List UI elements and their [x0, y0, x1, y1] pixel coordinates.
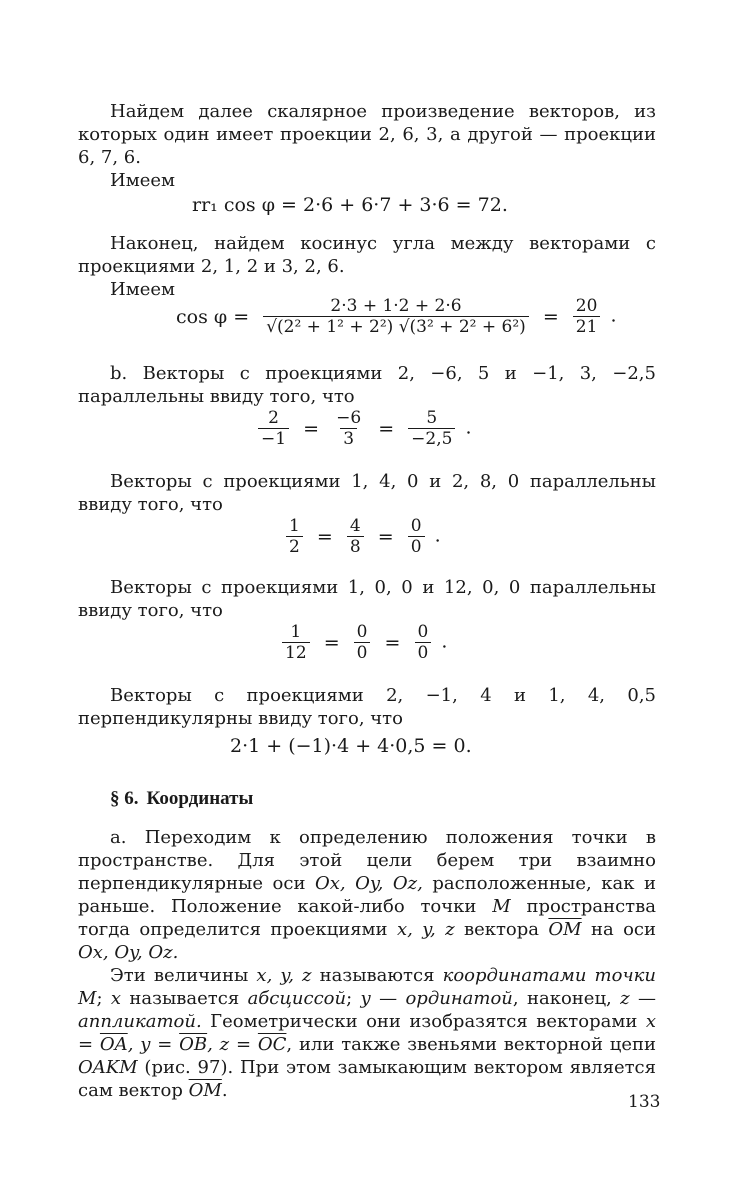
math-y: y — [360, 988, 371, 1009]
math-xyz: x, y, z — [256, 965, 312, 986]
equals-sign: = — [303, 417, 320, 440]
paragraph-scalar-product — [78, 100, 656, 192]
cos-fraction — [263, 296, 529, 337]
text: a. Переходим к определению положения точки в пространстве. Для этой цели берем три взаимно перпендикулярные оси — [78, 827, 656, 894]
math-x: x = — [78, 1011, 656, 1055]
paragraph-perpendicular — [78, 684, 656, 730]
text: , наконец, — [512, 988, 621, 1009]
cos-numerator: 2·3 + 1·2 + 2·6 — [330, 296, 462, 316]
math-xyz: x, y, z — [396, 919, 455, 940]
paragraph-text: b. Векторы с проекциями 2, −6, 5 и −1, 3, −2,5 параллельны ввиду того, что — [78, 363, 656, 407]
math-vector: $\overline{OM}$ — [188, 1080, 222, 1101]
math-x: x — [110, 988, 122, 1009]
term-applicate: аппликатой. — [78, 1011, 202, 1032]
paragraph-text: Найдем далее скалярное произведение векторов, из которых один имеет проекции 2, 6, 3, а другой — проекции 6, 7, 6. — [78, 101, 656, 168]
period: . — [441, 630, 448, 653]
numerator: −6 — [336, 408, 362, 428]
numerator: 0 — [410, 516, 422, 536]
numerator: 0 — [356, 622, 368, 642]
denominator: 0 — [408, 536, 425, 557]
denominator: −1 — [258, 428, 289, 449]
term-abscissa: абсциссой — [247, 988, 347, 1009]
root-2: √(3² + 2² + 6²) — [398, 317, 526, 337]
result-numerator: 20 — [575, 296, 598, 316]
section-heading — [110, 788, 261, 810]
text: (рис. 97). При этом замыкающим вектором является сам вектор — [78, 1057, 656, 1101]
paragraph-coordinates — [78, 826, 656, 1102]
paragraph-text: Векторы с проекциями 2, −1, 4 и 1, 4, 0,5 перпендикулярны ввиду того, что — [78, 685, 656, 729]
term-coordinates: координатами точки M — [78, 965, 656, 1009]
math-z: , z = — [207, 1034, 258, 1055]
period: . — [610, 304, 617, 327]
denominator: 0 — [415, 642, 432, 663]
denominator: 3 — [340, 428, 357, 449]
numerator: 2 — [268, 408, 279, 428]
text: — — [370, 988, 406, 1009]
math-vector: $\overline{OM}$ — [548, 919, 582, 940]
period: . — [465, 416, 472, 439]
math-z: z — [620, 988, 630, 1009]
equation-scalar-product: rr₁ cos φ = 2·6 + 6·7 + 3·6 = 72. — [192, 194, 508, 216]
text: ; — [346, 988, 361, 1009]
result-fraction — [573, 296, 601, 337]
paragraph-text: Векторы с проекциями 1, 4, 0 и 2, 8, 0 параллельны ввиду того, что — [78, 471, 656, 515]
paragraph-text — [78, 964, 656, 1102]
equals-sign: = — [316, 525, 333, 548]
section-title: Координаты — [146, 788, 254, 809]
equation-parallel-2 — [282, 516, 441, 557]
math-point: M — [492, 896, 511, 917]
term-ordinate: ординатой — [405, 988, 513, 1009]
math-y: , y = — [127, 1034, 180, 1055]
page-number: 133 — [628, 1092, 661, 1112]
paragraph-parallel-2 — [78, 470, 656, 516]
paragraph-parallel-1 — [78, 362, 656, 408]
equals-sign: = — [384, 631, 401, 654]
text: ; — [96, 988, 111, 1009]
text: называются — [311, 965, 443, 986]
lead-text: Имеем — [110, 279, 176, 300]
equals-sign: = — [378, 417, 395, 440]
fraction — [354, 622, 371, 663]
numerator: 4 — [349, 516, 361, 536]
section-number: § 6. — [110, 788, 139, 809]
fraction — [408, 408, 455, 449]
fraction — [258, 408, 289, 449]
text: на оси — [581, 919, 656, 940]
fraction — [333, 408, 364, 449]
result-denominator: 21 — [573, 316, 601, 337]
numerator: 1 — [289, 516, 300, 536]
numerator: 5 — [426, 408, 438, 428]
period: . — [434, 524, 441, 547]
fraction — [286, 516, 303, 557]
period: . — [221, 1080, 228, 1101]
text: пространства тогда определится проекциями — [78, 896, 657, 940]
equals-sign: = — [323, 631, 340, 654]
math-vector: $\overline{OA}$ — [99, 1034, 128, 1055]
text: Геометрически они изобразятся векторами — [201, 1011, 646, 1032]
equation-parallel-1 — [254, 408, 472, 449]
text: вектора — [454, 919, 549, 940]
math-chain: OAKM — [78, 1057, 138, 1078]
equation-parallel-3 — [278, 622, 447, 663]
text: , или также звеньями векторной цепи — [286, 1034, 657, 1055]
denominator: −2,5 — [408, 428, 455, 449]
text: — — [629, 988, 656, 1009]
math-vector: $\overline{OB}$ — [179, 1034, 208, 1055]
denominator: 0 — [354, 642, 371, 663]
cos-denominator — [263, 316, 529, 337]
fraction — [347, 516, 364, 557]
lead-text: Имеем — [110, 170, 176, 191]
fraction — [408, 516, 425, 557]
equation-perpendicular: 2·1 + (−1)·4 + 4·0,5 = 0. — [230, 735, 472, 757]
fraction — [282, 622, 310, 663]
cos-lhs: cos φ = — [176, 305, 250, 328]
root-1: √(2² + 1² + 2²) — [266, 317, 394, 337]
denominator: 8 — [347, 536, 364, 557]
equals-sign: = — [377, 525, 394, 548]
denominator: 12 — [282, 642, 310, 663]
paragraph-text — [78, 826, 656, 964]
equation-cosine — [172, 296, 617, 337]
text: называется — [121, 988, 248, 1009]
paragraph-text: Наконец, найдем косинус угла между векторами с проекциями 2, 1, 2 и 3, 2, 6. — [78, 233, 656, 277]
text: расположенные, как и раньше. Положение какой-либо точки — [78, 873, 656, 917]
text: Эти величины — [110, 965, 257, 986]
numerator: 1 — [290, 622, 302, 642]
math-axes: Ox, Oy, Oz. — [78, 942, 179, 963]
fraction — [415, 622, 432, 663]
denominator: 2 — [286, 536, 303, 557]
math-axes: Ox, Oy, Oz, — [314, 873, 423, 894]
equals-sign: = — [542, 305, 559, 328]
math-vector: $\overline{OC}$ — [257, 1034, 287, 1055]
paragraph-text: Векторы с проекциями 1, 0, 0 и 12, 0, 0 параллельны ввиду того, что — [78, 577, 656, 621]
numerator: 0 — [417, 622, 429, 642]
paragraph-parallel-3 — [78, 576, 656, 622]
paragraph-cosine — [78, 232, 656, 301]
